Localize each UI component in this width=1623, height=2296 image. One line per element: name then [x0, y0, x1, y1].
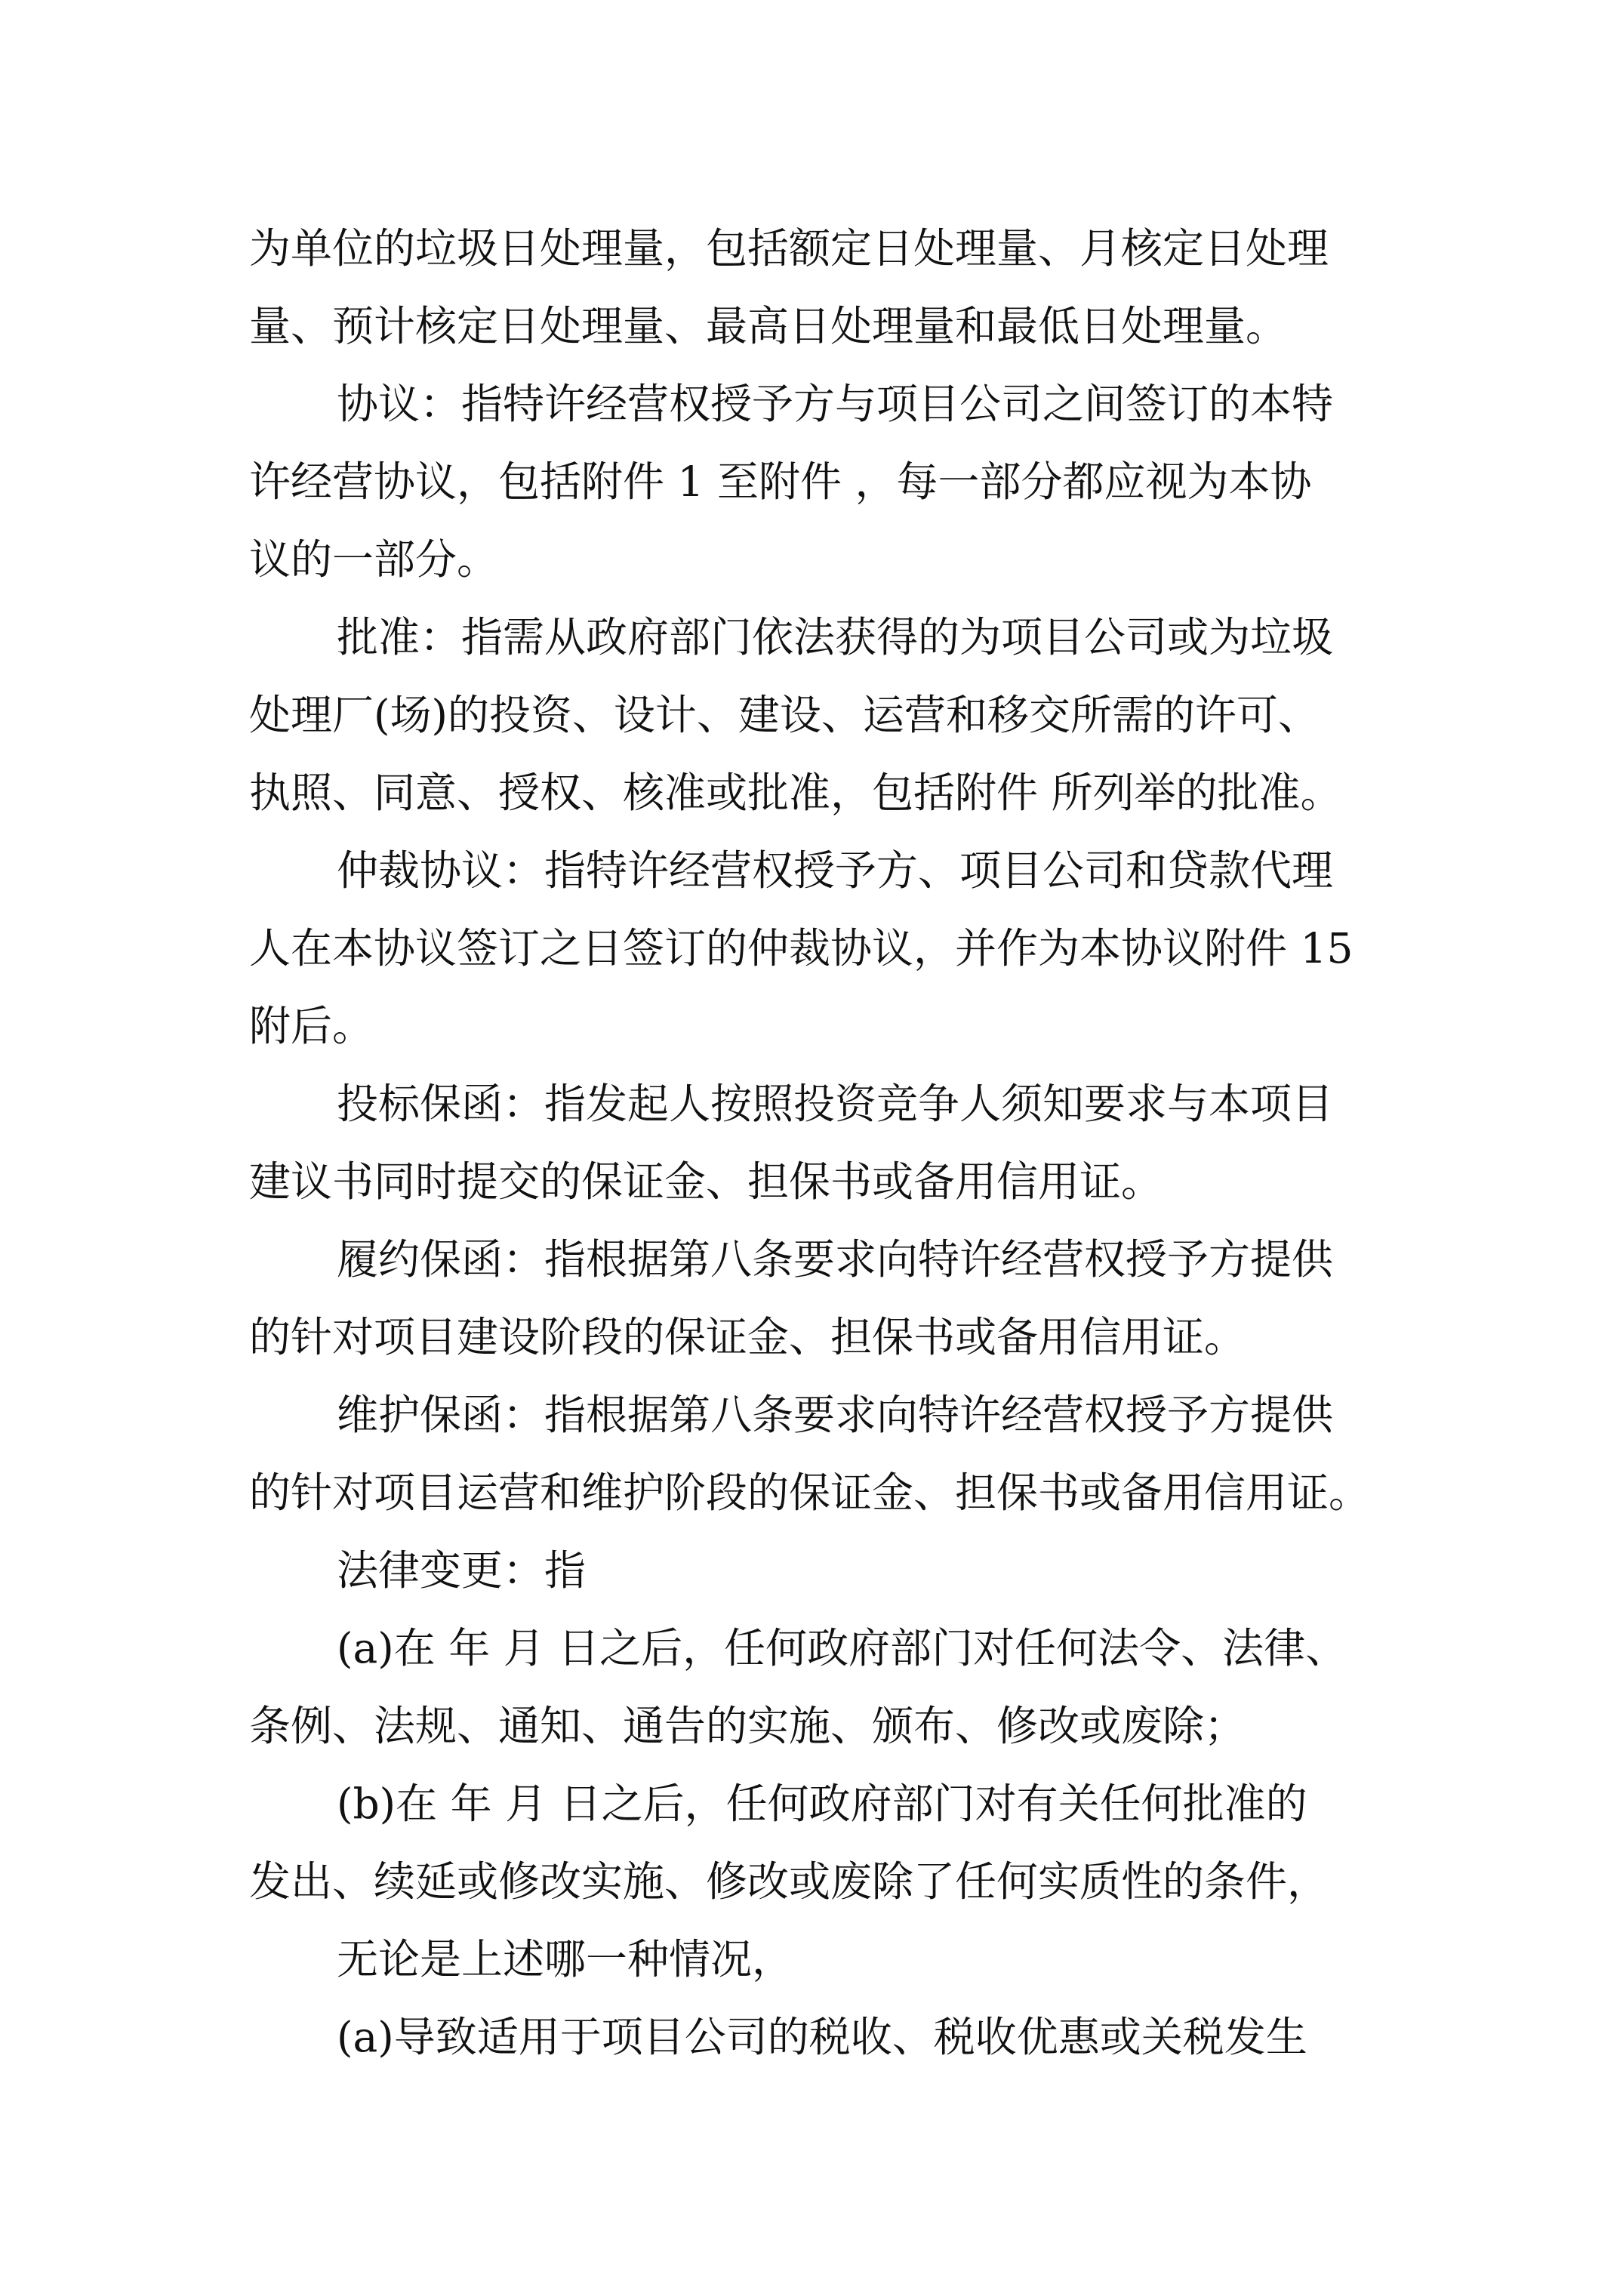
text-line: 履约保函：指根据第八条要求向特许经营权授予方提供 [337, 1235, 1334, 1284]
text-line: (b)在 年 月 日之后，任何政府部门对有关任何批准的 [337, 1780, 1307, 1828]
text-line: 法律变更：指 [337, 1546, 587, 1595]
text-line: 建议书同时提交的保证金、担保书或备用信用证。 [249, 1157, 1163, 1206]
text-line: 发出、续延或修改实施、修改或废除了任何实质性的条件， [249, 1857, 1329, 1906]
text-line: 议的一部分。 [249, 535, 499, 584]
text-line: 无论是上述哪一种情况， [337, 1935, 794, 1983]
text-line: 许经营协议，包括附件 1 至附件 ，每一部分都应视为本协 [249, 458, 1312, 506]
text-line: 批准：指需从政府部门依法获得的为项目公司或为垃圾 [337, 613, 1334, 661]
text-line: 附后。 [249, 1002, 374, 1050]
text-line: 为单位的垃圾日处理量，包括额定日处理量、月核定日处理 [249, 224, 1329, 273]
text-line: 条例、法规、通知、通告的实施、颁布、修改或废除； [249, 1702, 1246, 1750]
text-line: 的针对项目建设阶段的保证金、担保书或备用信用证。 [249, 1313, 1246, 1361]
text-line: 仲裁协议：指特许经营权授予方、项目公司和贷款代理 [337, 846, 1334, 895]
text-line: 维护保函：指根据第八条要求向特许经营权授予方提供 [337, 1391, 1334, 1439]
text-line: (a)导致适用于项目公司的税收、税收优惠或关税发生 [337, 2013, 1307, 2061]
text-line: 人在本协议签订之日签订的仲裁协议，并作为本协议附件 15 [249, 924, 1354, 972]
text-line: 的针对项目运营和维护阶段的保证金、担保书或备用信用证。 [249, 1469, 1371, 1517]
text-line: 协议：指特许经营权授予方与项目公司之间签订的本特 [337, 380, 1334, 428]
text-line: (a)在 年 月 日之后，任何政府部门对任何法令、法律、 [337, 1624, 1347, 1672]
text-line: 量、预计核定日处理量、最高日处理量和最低日处理量。 [249, 302, 1288, 350]
text-line: 执照、同意、授权、核准或批准，包括附件 所列举的批准。 [249, 769, 1342, 817]
text-line: 处理厂(场)的投资、设计、建设、运营和移交所需的许可、 [249, 691, 1320, 739]
document-body [249, 210, 1381, 2076]
text-line: 投标保函：指发起人按照投资竞争人须知要求与本项目 [337, 1080, 1334, 1128]
